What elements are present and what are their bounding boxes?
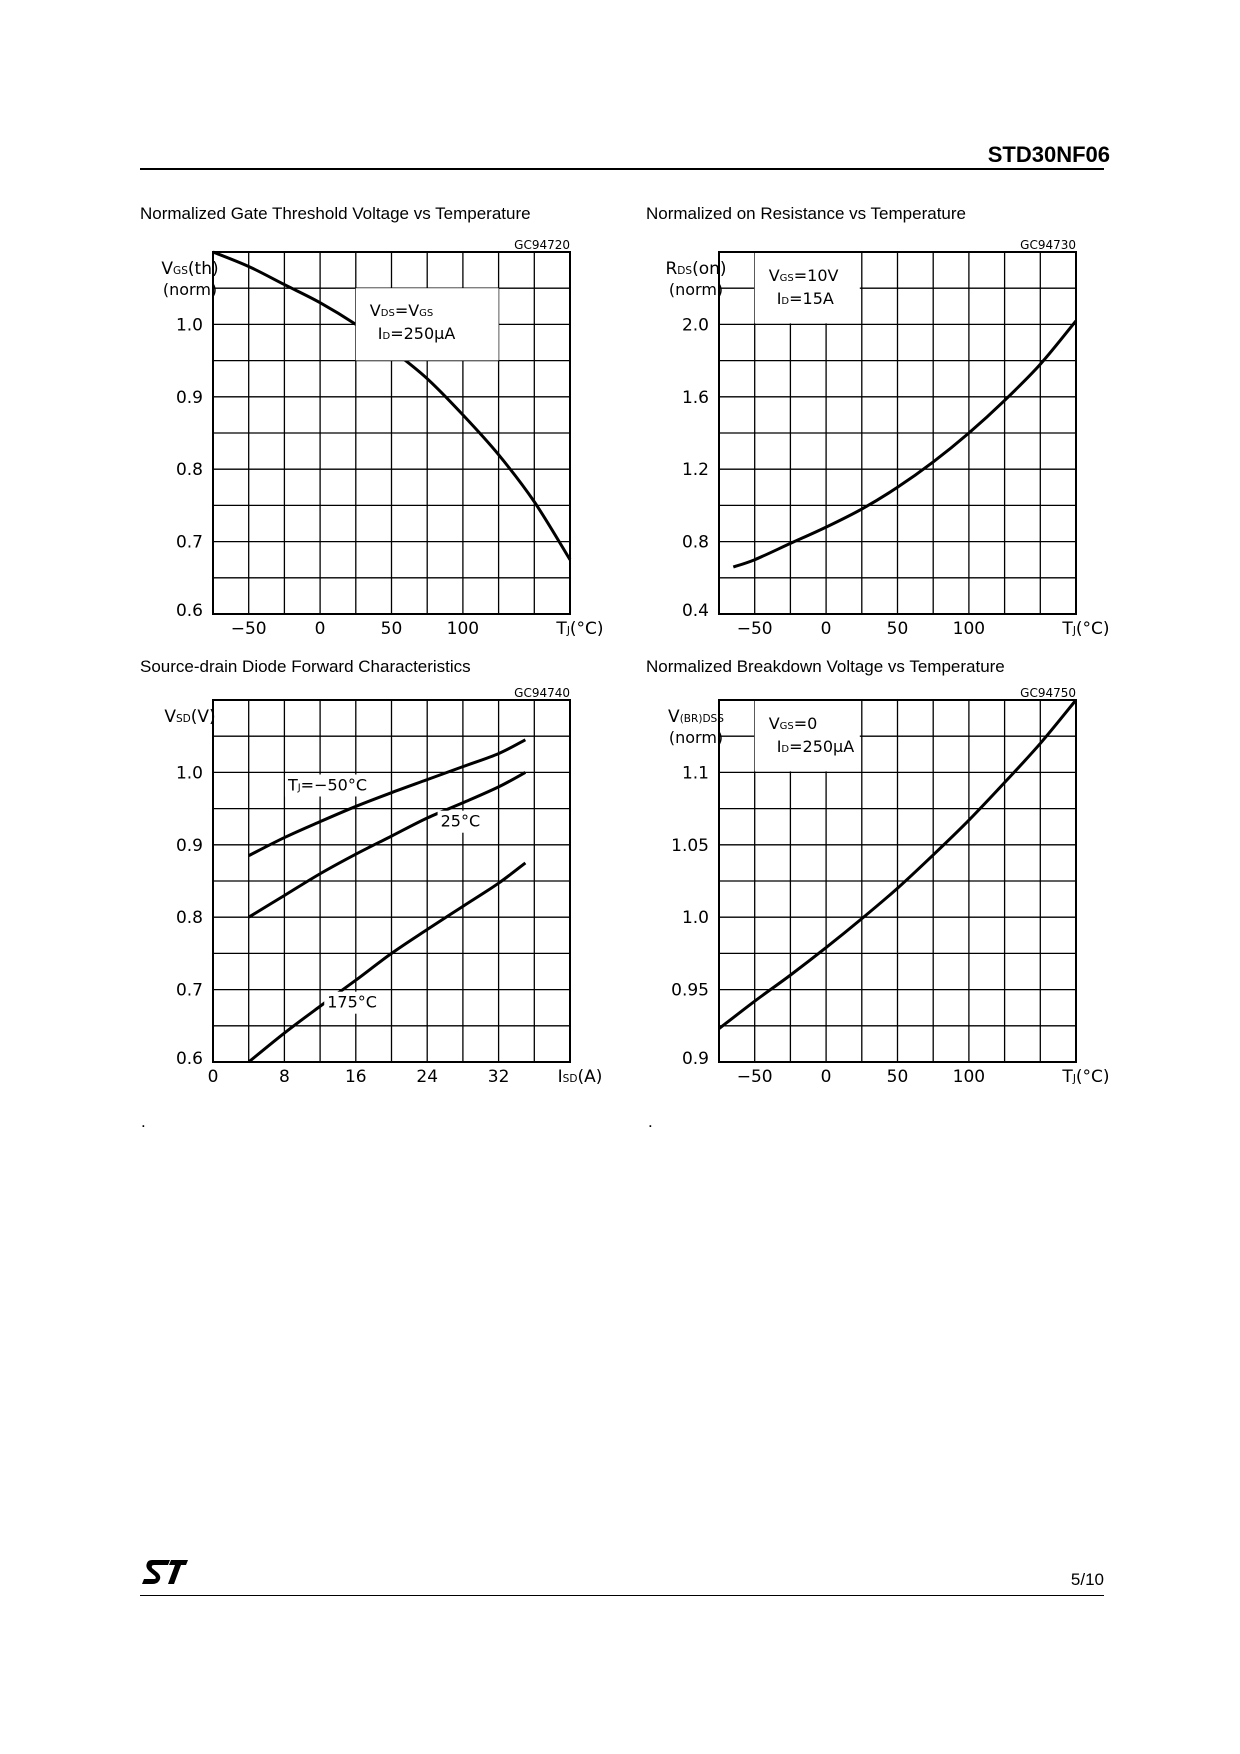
y-tick-label: 0.95 — [671, 980, 709, 1001]
chart-title-breakdown: Normalized Breakdown Voltage vs Temperature — [646, 657, 1005, 676]
y-axis-label-norm: (norm) — [668, 728, 724, 747]
x-axis-unit-label: TJ(°C) — [1062, 619, 1110, 639]
y-tick-label: 1.6 — [681, 387, 709, 408]
curve-label: 25°C — [440, 811, 481, 831]
y-tick-label: 1.0 — [175, 315, 203, 336]
figure-code: GC94740 — [514, 686, 570, 700]
x-tick-label: 24 — [416, 1067, 439, 1087]
y-tick-label: 1.0 — [681, 908, 709, 929]
y-axis-label-norm: (norm) — [668, 280, 724, 299]
x-tick-label: 0 — [314, 619, 326, 639]
x-tick-label: 50 — [886, 619, 909, 639]
chart-breakdown — [646, 688, 1116, 1098]
x-axis-unit-label: TJ(°C) — [556, 619, 604, 639]
header-rule — [140, 168, 1104, 170]
y-tick-label: 0.8 — [175, 908, 203, 929]
y-tick-label: 1.1 — [681, 763, 709, 784]
x-tick-label: −50 — [736, 1067, 773, 1087]
x-tick-label: 100 — [952, 1067, 986, 1087]
legend-line: ID=250μA — [377, 324, 456, 344]
x-tick-label: −50 — [230, 619, 267, 639]
x-tick-label: 0 — [820, 1067, 832, 1087]
series-line — [733, 321, 1076, 567]
x-tick-label: 0 — [820, 619, 832, 639]
y-tick-label: 1.2 — [681, 460, 709, 481]
x-axis-unit-label: TJ(°C) — [1062, 1067, 1110, 1087]
chart-title-gate-threshold: Normalized Gate Threshold Voltage vs Temperature — [140, 204, 531, 223]
stray-dot-left: . — [141, 1112, 146, 1131]
y-tick-label: 2.0 — [681, 315, 709, 336]
document-title: STD30NF06 — [987, 142, 1110, 167]
y-axis-label: RDS(on) — [665, 259, 727, 279]
y-tick-label: 1.05 — [671, 835, 709, 856]
x-tick-label: −50 — [736, 619, 773, 639]
y-tick-label: 0.6 — [175, 601, 203, 621]
y-tick-label: 0.9 — [681, 1049, 709, 1069]
x-tick-label: 8 — [278, 1067, 290, 1087]
figure-code: GC94750 — [1020, 686, 1076, 700]
legend-line: VDS=VGS — [369, 301, 434, 321]
x-axis-unit-label: ISD(A) — [557, 1067, 603, 1087]
y-tick-label: 0.8 — [175, 460, 203, 481]
y-axis-label: V(BR)DSS — [668, 707, 724, 727]
chart-on-resistance — [646, 240, 1116, 650]
page-number: 5/10 — [1070, 1570, 1104, 1589]
legend-line: ID=250μA — [776, 737, 855, 756]
stray-dot-right: . — [648, 1112, 653, 1131]
legend-line: VGS=10V — [768, 266, 839, 285]
y-tick-label: 0.7 — [175, 980, 203, 1001]
y-tick-label: 0.9 — [175, 387, 203, 408]
chart-title-on-resistance: Normalized on Resistance vs Temperature — [646, 204, 966, 223]
x-tick-label: 32 — [487, 1067, 510, 1087]
curve-label: 175°C — [327, 992, 377, 1012]
figure-code: GC94720 — [514, 238, 570, 252]
curve-label: TJ=−50°C — [287, 775, 368, 795]
footer-rule — [140, 1595, 1104, 1596]
y-axis-label-norm: (norm) — [162, 280, 218, 299]
y-tick-label: 0.4 — [681, 601, 709, 621]
chart-source-drain — [140, 688, 610, 1098]
y-axis-label: VGS(th) — [161, 259, 219, 279]
chart-gate-threshold — [140, 240, 610, 650]
st-logo-icon — [140, 1556, 190, 1586]
legend-line: ID=15A — [776, 289, 834, 308]
figure-code: GC94730 — [1020, 238, 1076, 252]
legend-line: VGS=0 — [768, 714, 818, 733]
x-tick-label: 50 — [886, 1067, 909, 1087]
y-tick-label: 0.9 — [175, 835, 203, 856]
x-tick-label: 100 — [952, 619, 986, 639]
y-tick-label: 0.8 — [681, 532, 709, 553]
y-tick-label: 1.0 — [175, 763, 203, 784]
x-tick-label: 16 — [344, 1067, 367, 1087]
y-tick-label: 0.6 — [175, 1049, 203, 1069]
x-tick-label: 50 — [380, 619, 403, 639]
x-tick-label: 0 — [207, 1067, 219, 1087]
y-tick-label: 0.7 — [175, 532, 203, 553]
x-tick-label: 100 — [446, 619, 480, 639]
chart-title-source-drain: Source-drain Diode Forward Characteristics — [140, 657, 471, 676]
y-axis-label: VSD(V) — [164, 707, 216, 727]
